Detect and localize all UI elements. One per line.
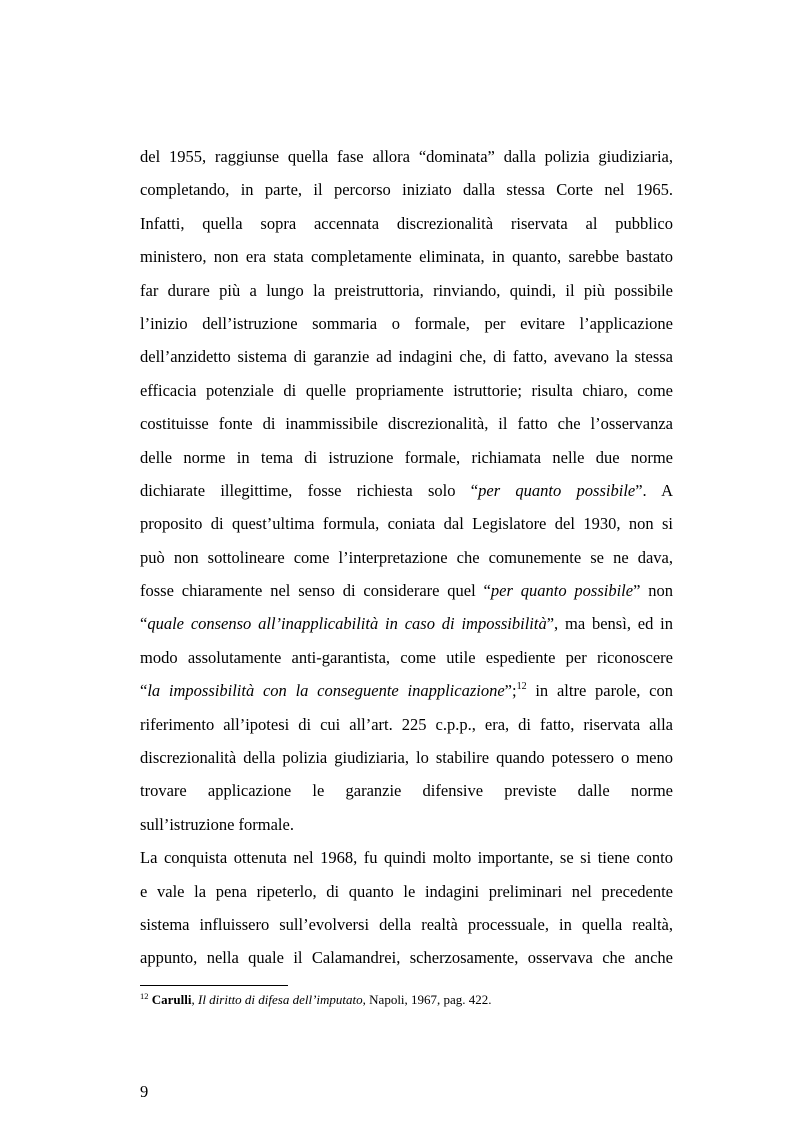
text-line: La conquista ottenuta nel 1968, fu quindi molto importante, se si tiene conto: [140, 848, 673, 868]
footnote-number: 12: [140, 991, 149, 1001]
text-segment: dichiarate illegittime, fosse richiesta solo “: [140, 480, 479, 500]
text-line: delle norme in tema di istruzione formale, richiamata nelle due norme: [140, 447, 673, 467]
text-line: discrezionalità della polizia giudiziaria, lo stabilire quando potessero o meno: [140, 748, 673, 768]
text-line: Infatti, quella sopra accennata discrezionalità riservata al pubblico: [140, 213, 673, 233]
text-line: e vale la pena ripeterlo, di quanto le indagini preliminari nel precedente: [140, 881, 673, 901]
text-line: appunto, nella quale il Calamandrei, scherzosamente, osservava che anche: [140, 948, 673, 968]
text-segment: “: [140, 614, 148, 634]
text-line: efficacia potenziale di quelle propriamente istruttorie; risulta chiaro, come: [140, 380, 673, 400]
page-number: 9: [140, 1082, 149, 1101]
text-segment: ”, ma bensì, ed in: [546, 614, 673, 634]
text-line: sistema influissero sull’evolversi della realtà processuale, in quella realtà,: [140, 914, 673, 934]
text-line: [140, 674, 673, 707]
text-line: costituisse fonte di inammissibile discrezionalità, il fatto che l’osservanza: [140, 414, 673, 434]
text-segment: ”. A: [635, 480, 673, 500]
text-segment: “: [140, 681, 148, 701]
footnote-reference[interactable]: 12: [516, 681, 527, 693]
footnote-separator-text: ,: [191, 992, 198, 1007]
text-segment: fosse chiaramente nel senso di considerare quel “: [140, 581, 491, 601]
text-line: riferimento all’ipotesi di cui all’art. 225 c.p.p., era, di fatto, riservata alla: [140, 714, 673, 734]
text-line: sull’istruzione formale.: [140, 814, 294, 834]
text-line: del 1955, raggiunse quella fase allora “dominata” dalla polizia giudiziaria,: [140, 147, 673, 166]
text-segment: ”;: [504, 681, 517, 701]
italic-quote: la impossibilità con la conseguente inapplicazione: [147, 681, 505, 701]
footnote-title: Il diritto di difesa dell’imputato: [197, 992, 363, 1007]
footnote-separator: [140, 985, 288, 986]
footnote-details: , Napoli, 1967, pag. 422.: [362, 992, 492, 1007]
text-segment: in altre parole, con: [526, 681, 673, 701]
body-text: [140, 140, 673, 975]
footnote: [140, 991, 492, 1008]
text-line: far durare più a lungo la preistruttoria, rinviando, quindi, il più possibile: [140, 280, 673, 300]
italic-quote: per quanto possibile: [490, 581, 634, 601]
text-line: [140, 574, 673, 607]
text-line: dell’anzidetto sistema di garanzie ad indagini che, di fatto, avevano la stessa: [140, 347, 673, 367]
text-line: completando, in parte, il percorso iniziato dalla stessa Corte nel 1965.: [140, 180, 673, 200]
text-line: modo assolutamente anti-garantista, come utile espediente per riconoscere: [140, 647, 673, 667]
footnote-author: Carulli: [151, 992, 192, 1007]
text-line: trovare applicazione le garanzie difensive previste dalle norme: [140, 781, 673, 801]
italic-quote: per quanto possibile: [478, 480, 636, 500]
text-line: [140, 607, 673, 640]
italic-quote: quale consenso all’inapplicabilità in caso di impossibilità: [147, 614, 547, 634]
text-line: l’inizio dell’istruzione sommaria o formale, per evitare l’applicazione: [140, 313, 673, 333]
text-segment: ” non: [633, 581, 673, 601]
text-line: ministero, non era stata completamente eliminata, in quanto, sarebbe bastato: [140, 247, 673, 267]
text-line: [140, 474, 673, 507]
text-line: proposito di quest’ultima formula, coniata dal Legislatore del 1930, non si: [140, 514, 673, 534]
text-line: può non sottolineare come l’interpretazione che comunemente se ne dava,: [140, 547, 673, 567]
